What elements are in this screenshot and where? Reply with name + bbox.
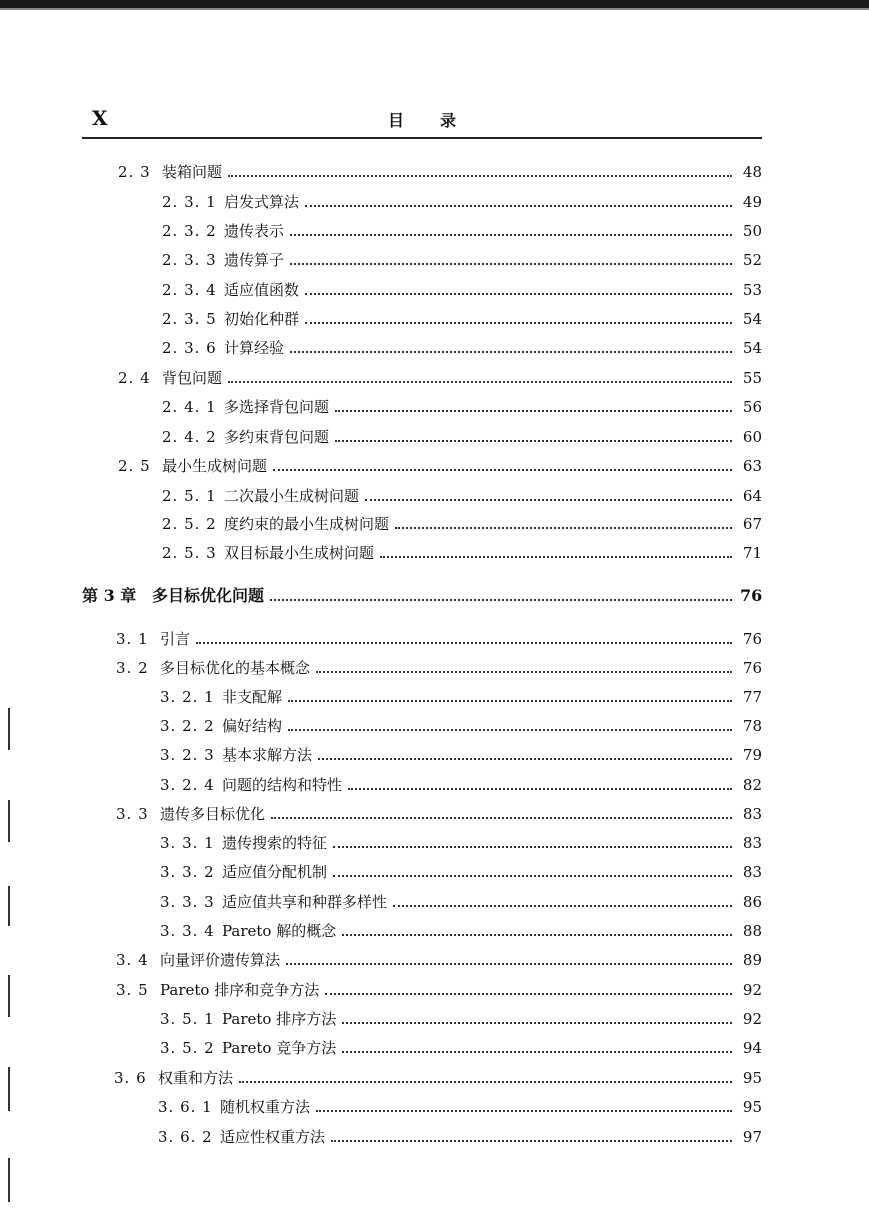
dot-leader [348, 788, 732, 790]
toc-entry-title: 遗传搜索的特征 [222, 834, 328, 852]
toc-entry-page: 86 [742, 893, 762, 911]
toc-entry-subsection[interactable] [160, 771, 762, 795]
toc-entry-page: 94 [742, 1039, 762, 1057]
dot-leader [228, 175, 732, 177]
dot-leader [239, 1081, 732, 1083]
dot-leader [342, 934, 732, 936]
toc-entry-number: 3. 3. 3 [160, 893, 215, 911]
toc-entry-title: 适应值分配机制 [222, 863, 328, 881]
dot-leader [335, 440, 732, 442]
toc-entry-title: 适应值函数 [224, 281, 300, 299]
dot-leader [228, 381, 732, 383]
toc-entry-page: 64 [742, 487, 762, 505]
toc-entry-subsection[interactable] [162, 393, 762, 417]
toc-entry-number: 2. 5. 2 [162, 515, 217, 533]
toc-entry-title: Pareto 解的概念 [222, 922, 337, 940]
toc-entry-page: 55 [742, 369, 762, 387]
toc-entry-subsection[interactable] [162, 423, 762, 447]
toc-entry-subsection[interactable] [160, 741, 762, 765]
toc-entry-subsection[interactable] [160, 1005, 762, 1029]
toc-entry-page: 60 [742, 428, 762, 446]
toc-entry-number: 3. 6. 2 [158, 1128, 213, 1146]
toc-entry-page: 76 [742, 630, 762, 648]
toc-entry-page: 83 [742, 863, 762, 881]
toc-entry-number: 2. 3. 3 [162, 251, 217, 269]
toc-entry-page: 76 [740, 586, 763, 605]
toc-entry-page: 83 [742, 834, 762, 852]
dot-leader [290, 263, 732, 265]
header-title: 目录 [388, 111, 493, 130]
toc-entry-page: 50 [742, 222, 762, 240]
toc-entry-title: 装箱问题 [162, 163, 223, 181]
toc-entry-subsection[interactable] [160, 917, 762, 941]
dot-leader [380, 556, 732, 558]
toc-entry-title: 基本求解方法 [222, 746, 313, 764]
toc-entry-number: 3. 3. 2 [160, 863, 215, 881]
toc-entry-title: 双目标最小生成树问题 [224, 544, 375, 562]
dot-leader [271, 817, 732, 819]
toc-entry-page: 71 [742, 544, 762, 562]
dot-leader [333, 846, 732, 848]
dot-leader [288, 729, 732, 731]
toc-entry-subsection[interactable] [162, 305, 762, 329]
toc-entry-subsection[interactable] [160, 712, 762, 736]
toc-entry-page: 97 [742, 1128, 762, 1146]
dot-leader [316, 1110, 732, 1112]
toc-entry-subsection[interactable] [160, 829, 762, 853]
toc-entry-number: 3. 2. 1 [160, 688, 215, 706]
dot-leader [290, 351, 732, 353]
dot-leader [305, 293, 732, 295]
toc-entry-title: 遗传表示 [224, 222, 285, 240]
toc-entry-number: 3. 1 [116, 630, 149, 648]
dot-leader [342, 1051, 732, 1053]
toc-entry-title: 启发式算法 [224, 193, 300, 211]
dot-leader [331, 1140, 732, 1142]
dot-leader [196, 642, 732, 644]
dot-leader [288, 700, 732, 702]
toc-entry-title: 适应性权重方法 [220, 1128, 326, 1146]
toc-entry-page: 79 [742, 746, 762, 764]
toc-entry-section[interactable] [118, 364, 762, 388]
toc-entry-page: 88 [742, 922, 762, 940]
toc-entry-title: 遗传算子 [224, 251, 285, 269]
toc-entry-number: 2. 3. 6 [162, 339, 217, 357]
toc-entry-title: 多选择背包问题 [224, 398, 330, 416]
toc-entry-number: 2. 4 [118, 369, 151, 387]
toc-entry-section[interactable] [118, 452, 762, 476]
toc-entry-number: 2. 5. 1 [162, 487, 217, 505]
toc-entry-section[interactable] [116, 800, 762, 824]
dot-leader [305, 322, 732, 324]
toc-entry-title: 适应值共享和种群多样性 [222, 893, 388, 911]
toc-entry-subsection[interactable] [162, 482, 762, 506]
toc-entry-title: 计算经验 [224, 339, 285, 357]
header-page-label: X [92, 106, 108, 130]
toc-entry-title: 初始化种群 [224, 310, 300, 328]
toc-entry-subsection[interactable] [158, 1123, 762, 1147]
toc-entry-number: 3. 4 [116, 951, 149, 969]
toc-entry-section[interactable] [114, 1064, 762, 1088]
toc-entry-number: 3. 2. 2 [160, 717, 215, 735]
toc-entry-page: 92 [742, 1010, 762, 1028]
toc-entry-page: 89 [742, 951, 762, 969]
toc-entry-title: 背包问题 [162, 369, 223, 387]
toc-entry-number: 3. 6. 1 [158, 1098, 213, 1116]
toc-entry-subsection[interactable] [160, 858, 762, 882]
toc-entry-page: 83 [742, 805, 762, 823]
dot-leader [365, 499, 732, 501]
toc-entry-number: 3. 5. 1 [160, 1010, 215, 1028]
toc-entry-section[interactable] [116, 625, 762, 649]
toc-entry-title: Pareto 排序方法 [222, 1010, 337, 1028]
toc-entry-section[interactable] [116, 976, 762, 1000]
toc-entry-chapter[interactable] [82, 582, 762, 606]
dot-leader [333, 875, 732, 877]
toc-entry-title: 最小生成树问题 [162, 457, 268, 475]
toc-entry-page: 95 [742, 1069, 762, 1087]
toc-entry-page: 95 [742, 1098, 762, 1116]
toc-entry-page: 92 [742, 981, 762, 999]
toc-entry-title: Pareto 竞争方法 [222, 1039, 337, 1057]
dot-leader [325, 993, 732, 995]
toc-entry-page: 54 [742, 310, 762, 328]
toc-entry-title: 随机权重方法 [220, 1098, 311, 1116]
toc-entry-subsection[interactable] [160, 1034, 762, 1058]
toc-entry-title: 非支配解 [222, 688, 283, 706]
toc-entry-subsection[interactable] [162, 510, 762, 534]
toc-entry-page: 78 [742, 717, 762, 735]
dot-leader [305, 205, 732, 207]
toc-entry-title: 遗传多目标优化 [160, 805, 266, 823]
toc-entry-subsection[interactable] [160, 888, 762, 912]
dot-leader [316, 671, 732, 673]
toc-entry-number: 3. 3. 1 [160, 834, 215, 852]
toc-entry-page: 76 [742, 659, 762, 677]
toc-entry-title: 引言 [160, 630, 191, 648]
toc-entry-number: 3. 3. 4 [160, 922, 215, 940]
toc-entry-page: 63 [742, 457, 762, 475]
toc-entry-number: 2. 4. 1 [162, 398, 217, 416]
toc-entry-section[interactable] [118, 158, 762, 182]
dot-leader [318, 758, 732, 760]
toc-entry-title: 多目标优化问题 [152, 586, 265, 605]
toc-entry-page: 82 [742, 776, 762, 794]
toc-entry-title: 偏好结构 [222, 717, 283, 735]
dot-leader [273, 469, 732, 471]
toc-entry-number: 2. 3. 4 [162, 281, 217, 299]
toc-entry-number: 2. 5. 3 [162, 544, 217, 562]
toc-entry-number: 3. 2. 4 [160, 776, 215, 794]
toc-entry-number: 2. 3 [118, 163, 151, 181]
toc-entry-subsection[interactable] [162, 276, 762, 300]
toc-entry-page: 49 [742, 193, 762, 211]
toc-entry-title: 向量评价遗传算法 [160, 951, 281, 969]
dot-leader [286, 963, 732, 965]
toc-entry-subsection[interactable] [162, 539, 762, 563]
toc-entry-number: 3. 3 [116, 805, 149, 823]
toc-entry-title: 多约束背包问题 [224, 428, 330, 446]
toc-entry-number: 3. 5 [116, 981, 149, 999]
toc-entry-number: 第 3 章 [82, 586, 137, 605]
toc-entry-number: 3. 2. 3 [160, 746, 215, 764]
toc-entry-number: 2. 3. 2 [162, 222, 217, 240]
dot-leader [342, 1022, 732, 1024]
dot-leader [395, 527, 732, 529]
toc-entry-subsection[interactable] [162, 334, 762, 358]
toc-entry-title: Pareto 排序和竞争方法 [160, 981, 320, 999]
toc-entry-subsection[interactable] [162, 188, 762, 212]
dot-leader [270, 599, 732, 601]
dot-leader [393, 905, 732, 907]
toc-entry-page: 67 [742, 515, 762, 533]
toc-entry-number: 2. 5 [118, 457, 151, 475]
toc-entry-title: 权重和方法 [158, 1069, 234, 1087]
toc-entry-page: 56 [742, 398, 762, 416]
toc-entry-number: 2. 3. 1 [162, 193, 217, 211]
toc-entry-subsection[interactable] [162, 246, 762, 270]
toc-entry-page: 77 [742, 688, 762, 706]
toc-entry-title: 度约束的最小生成树问题 [224, 515, 390, 533]
toc-entry-section[interactable] [116, 654, 762, 678]
toc-entry-number: 3. 5. 2 [160, 1039, 215, 1057]
toc-entry-page: 48 [742, 163, 762, 181]
toc-entry-title: 问题的结构和特性 [222, 776, 343, 794]
toc-entry-title: 多目标优化的基本概念 [160, 659, 311, 677]
toc-entry-page: 54 [742, 339, 762, 357]
toc-entry-subsection[interactable] [158, 1093, 762, 1117]
toc-entry-title: 二次最小生成树问题 [224, 487, 360, 505]
toc-entry-page: 52 [742, 251, 762, 269]
toc-entry-subsection[interactable] [160, 683, 762, 707]
toc-entry-page: 53 [742, 281, 762, 299]
toc-entry-number: 2. 3. 5 [162, 310, 217, 328]
toc-entry-number: 3. 2 [116, 659, 149, 677]
toc-entry-number: 2. 4. 2 [162, 428, 217, 446]
toc-entry-number: 3. 6 [114, 1069, 147, 1087]
dot-leader [290, 234, 732, 236]
toc-entry-subsection[interactable] [162, 217, 762, 241]
dot-leader [335, 410, 732, 412]
toc-entry-section[interactable] [116, 946, 762, 970]
